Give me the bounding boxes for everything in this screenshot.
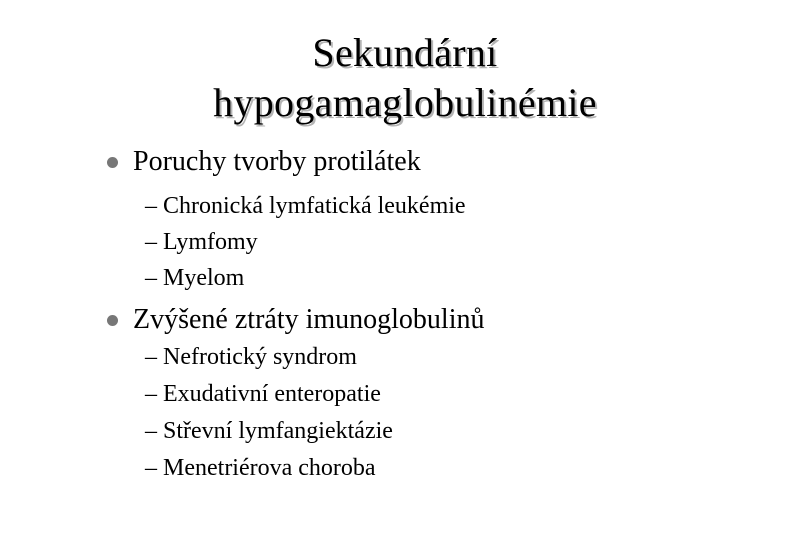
sub-item-text: Chronická lymfatická leukémie — [163, 193, 466, 219]
dash-icon: – — [145, 455, 157, 481]
bullet-text: Poruchy tvorby protilátek — [133, 146, 421, 177]
bullet-dot-icon — [107, 315, 118, 326]
sub-item — [0, 416, 810, 446]
sub-item-text: Menetriérova choroba — [163, 455, 376, 481]
dash-icon: – — [145, 265, 157, 291]
sub-item-text: Střevní lymfangiektázie — [163, 418, 393, 444]
sub-item-text: Exudativní enteropatie — [163, 381, 381, 407]
sub-item-text: Lymfomy — [163, 229, 258, 255]
title-line-1: Sekundární — [312, 30, 498, 75]
sub-item — [0, 342, 810, 372]
bullet-item — [0, 302, 810, 338]
sub-item — [0, 191, 810, 221]
sub-item — [0, 263, 810, 293]
sub-item — [0, 227, 810, 257]
slide-title — [0, 28, 810, 128]
sub-item-text: Myelom — [163, 265, 245, 291]
dash-icon: – — [145, 229, 157, 255]
bullet-text: Zvýšené ztráty imunoglobulinů — [133, 304, 485, 335]
sub-item — [0, 453, 810, 483]
dash-icon: – — [145, 193, 157, 219]
dash-icon: – — [145, 344, 157, 370]
bullet-dot-icon — [107, 157, 118, 168]
dash-icon: – — [145, 381, 157, 407]
dash-icon: – — [145, 418, 157, 444]
sub-item — [0, 379, 810, 409]
title-line-2: hypogamaglobulinémie — [213, 80, 597, 125]
bullet-item — [0, 144, 810, 180]
sub-item-text: Nefrotický syndrom — [163, 344, 357, 370]
